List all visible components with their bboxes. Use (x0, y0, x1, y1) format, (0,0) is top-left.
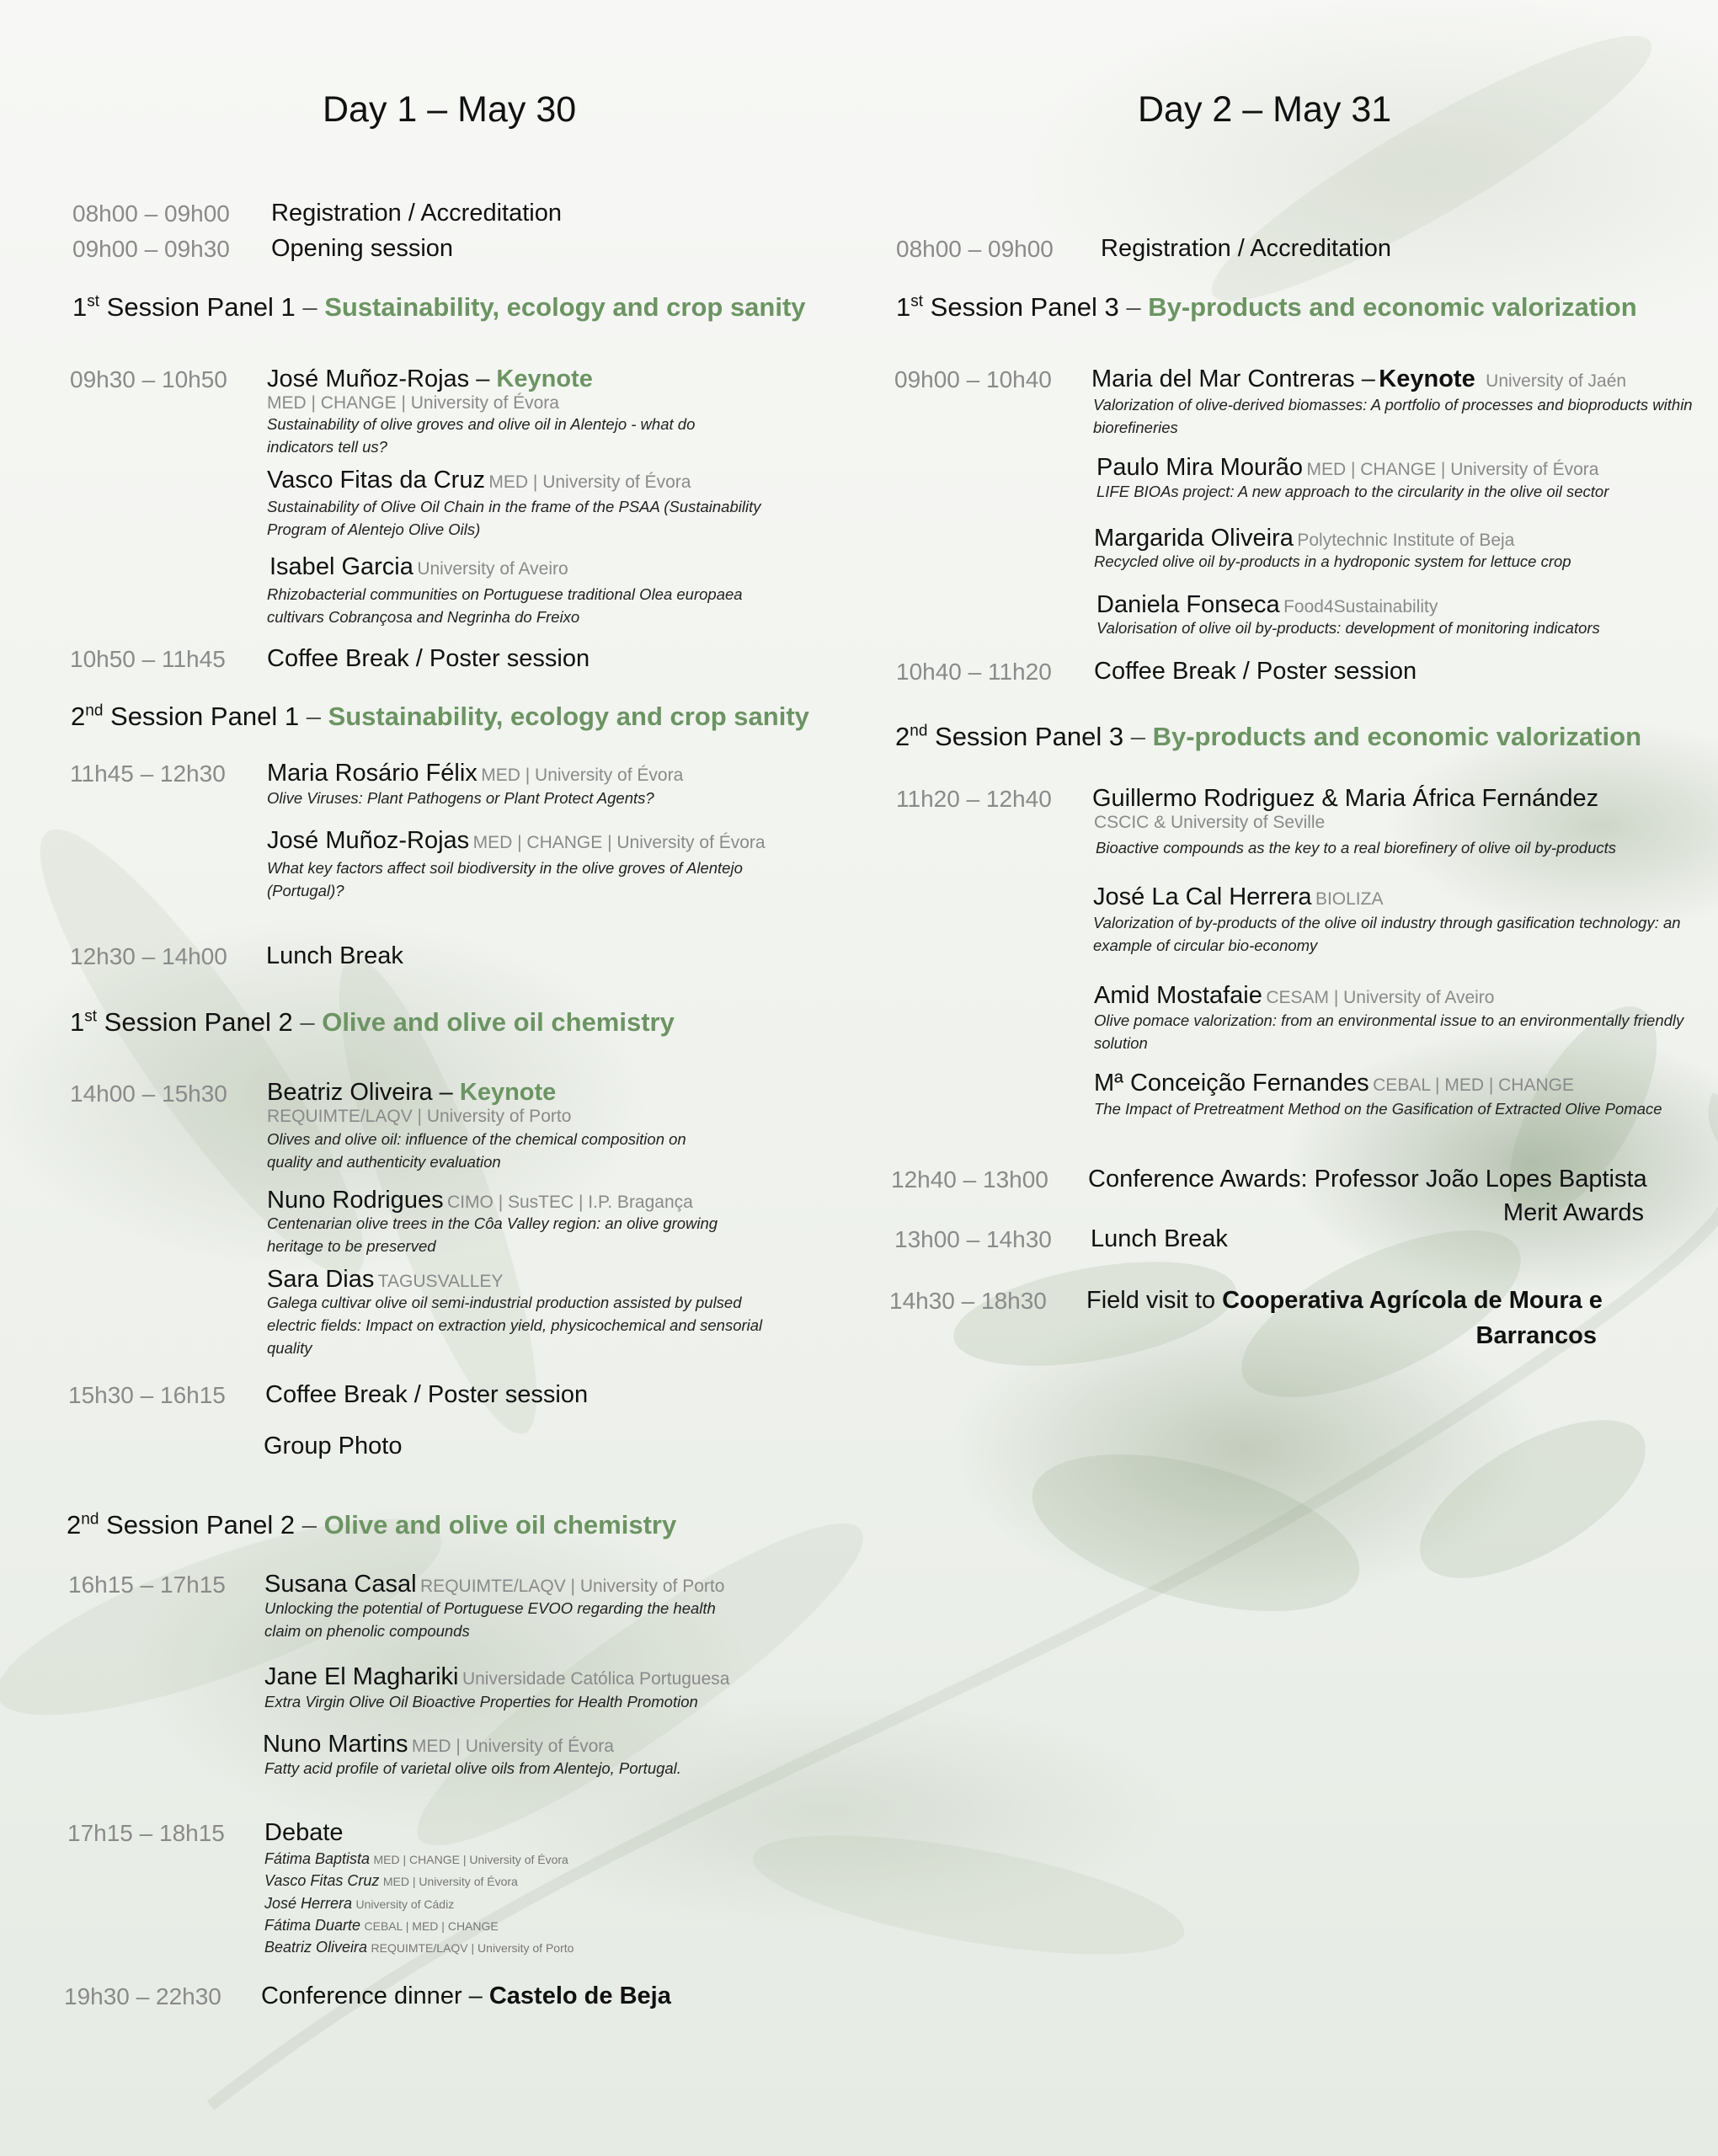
day2-registration-time: 08h00 – 09h00 (896, 236, 1054, 262)
day2-awards-time: 12h40 – 13h00 (891, 1166, 1048, 1193)
talk-title: Olive Viruses: Plant Pathogens or Plant Protect Agents? (267, 789, 654, 807)
talk-title: Bioactive compounds as the key to a real biorefinery of olive oil by-products (1096, 839, 1617, 857)
talk-title: LIFE BIOAs project: A new approach to the circularity in the olive oil sector (1096, 483, 1609, 500)
talk-title: Olive pomace valorization: from an environmental issue to an environmentally friendly solution (1094, 1011, 1684, 1052)
talk-title: Unlocking the potential of Portuguese EVOO regarding the health claim on phenolic compounds (264, 1599, 716, 1640)
day1-session3-heading: 1st Session Panel 2 – Olive and olive oil chemistry (70, 1007, 675, 1037)
day2-awards-line2: Merit Awards (1502, 1199, 1644, 1226)
speaker-affiliation: REQUIMTE/LAQV | University of Porto (267, 1107, 572, 1126)
debate-panelist: Fátima Duarte CEBAL | MED | CHANGE (264, 1917, 499, 1934)
day2-session2-heading: 2nd Session Panel 3 – By-products and economic valorization (895, 722, 1642, 751)
speaker-row: Sara Dias TAGUSVALLEY (267, 1266, 504, 1293)
day1-opening-label: Opening session (271, 235, 454, 262)
day2-session1-heading: 1st Session Panel 3 – By-products and economic valorization (896, 292, 1637, 322)
speaker-row: Maria Rosário Félix MED | University of Évora (267, 760, 684, 787)
day1-title: Day 1 – May 30 (323, 89, 577, 130)
debate-panelist: Beatriz Oliveira REQUIMTE/LAQV | University of Porto (264, 1939, 574, 1956)
day2-title: Day 2 – May 31 (1138, 89, 1392, 130)
day1-session2-time: 11h45 – 12h30 (70, 760, 226, 787)
day1-session3-time: 14h00 – 15h30 (70, 1081, 227, 1107)
speaker-name: José Muñoz-Rojas – Keynote (267, 366, 593, 392)
speaker-row: Margarida Oliveira Polytechnic Institute of Beja (1094, 525, 1515, 552)
speaker-name: Beatriz Oliveira – Keynote (267, 1079, 557, 1106)
talk-title: What key factors affect soil biodiversity in the olive groves of Alentejo (Portugal)? (267, 859, 743, 899)
debate-panelist: Fátima Baptista MED | CHANGE | University of Évora (264, 1850, 568, 1867)
speaker-row: Nuno Martins MED | University of Évora (263, 1731, 614, 1758)
speaker-row: Amid Mostafaie CESAM | University of Aveiro (1094, 982, 1495, 1009)
speaker-row: Nuno Rodrigues CIMO | SusTEC | I.P. Bragança (267, 1187, 693, 1214)
speaker-row: José La Cal Herrera BIOLIZA (1093, 883, 1384, 910)
day2-field-time: 14h30 – 18h30 (889, 1288, 1047, 1314)
talk-title: Olives and olive oil: influence of the chemical composition on quality and authenticity evaluation (267, 1130, 686, 1171)
day1-registration-time: 08h00 – 09h00 (72, 200, 230, 227)
speaker-affiliation: CSCIC & University of Seville (1094, 813, 1326, 832)
talk-title: Fatty acid profile of varietal olive oils from Alentejo, Portugal. (264, 1759, 681, 1777)
debate-panelist: José Herrera University of Cádiz (264, 1895, 455, 1912)
talk-title: Sustainability of olive groves and olive oil in Alentejo - what do indicators tell us? (267, 415, 696, 456)
speaker-row: Mª Conceição Fernandes CEBAL | MED | CHANGE (1094, 1070, 1574, 1097)
speaker-row: Paulo Mira Mourão MED | CHANGE | University of Évora (1096, 454, 1599, 481)
talk-title: Valorization of olive-derived biomasses: A portfolio of processes and bioproducts within biorefineries (1093, 396, 1693, 436)
day1-coffee2-label: Coffee Break / Poster session (265, 1381, 589, 1408)
day1-lunch-label: Lunch Break (266, 942, 403, 969)
day1-opening-time: 09h00 – 09h30 (72, 236, 230, 262)
day1-dinner-time: 19h30 – 22h30 (64, 1983, 221, 2009)
day2-awards-line1: Conference Awards: Professor João Lopes Baptista (1088, 1166, 1647, 1193)
day1-session4-time: 16h15 – 17h15 (68, 1572, 226, 1598)
speaker-row: José Muñoz-Rojas MED | CHANGE | University of Évora (267, 827, 766, 854)
talk-title: Galega cultivar olive oil semi-industrial production assisted by pulsed electric fields: Impact on extraction yield, physicochemical and sensorial quality (267, 1294, 763, 1357)
day2-field-label-line2: Barrancos (1475, 1322, 1597, 1349)
day1-session2-heading: 2nd Session Panel 1 – Sustainability, ecology and crop sanity (71, 702, 809, 731)
day1-coffee2-time: 15h30 – 16h15 (68, 1382, 226, 1408)
talk-title: Valorisation of olive oil by-products: development of monitoring indicators (1096, 619, 1600, 637)
day1-dinner-label: Conference dinner – Castelo de Beja (261, 1983, 671, 2009)
day2-field-label: Field visit to Cooperativa Agrícola de Moura e (1086, 1287, 1603, 1314)
day1-session1-time: 09h30 – 10h50 (70, 366, 227, 392)
talk-title: Recycled olive oil by-products in a hydroponic system for lettuce crop (1094, 552, 1571, 570)
day2-registration-label: Registration / Accreditation (1101, 235, 1391, 262)
day1-registration-label: Registration / Accreditation (271, 200, 562, 227)
day2-coffee-label: Coffee Break / Poster session (1094, 658, 1417, 685)
speaker-name: Guillermo Rodriguez & Maria África Fernández (1092, 785, 1599, 812)
day1-coffee1-time: 10h50 – 11h45 (70, 646, 226, 672)
day2-lunch-label: Lunch Break (1091, 1225, 1228, 1252)
day1-lunch-time: 12h30 – 14h00 (70, 943, 227, 969)
talk-title: Valorization of by-products of the olive oil industry through gasification technology: an example of circular bio-economy (1093, 914, 1681, 954)
speaker-row: Isabel Garcia University of Aveiro (269, 553, 568, 580)
debate-panelist: Vasco Fitas Cruz MED | University of Évora (264, 1872, 518, 1889)
speaker-affiliation: MED | CHANGE | University of Évora (267, 393, 559, 413)
day2-coffee-time: 10h40 – 11h20 (896, 659, 1052, 685)
talk-title: Extra Virgin Olive Oil Bioactive Properties for Health Promotion (264, 1693, 698, 1710)
day1-debate-label: Debate (264, 1819, 344, 1846)
day1-session4-heading: 2nd Session Panel 2 – Olive and olive oil chemistry (67, 1510, 677, 1540)
day1-debate-time: 17h15 – 18h15 (67, 1820, 225, 1846)
speaker-row: Jane El Maghariki Universidade Católica Portuguesa (264, 1663, 730, 1690)
talk-title: Sustainability of Olive Oil Chain in the frame of the PSAA (Sustainability Program of Alentejo Olive Oils) (267, 498, 761, 538)
speaker-row: Vasco Fitas da Cruz MED | University of Évora (267, 467, 691, 494)
day2-session2-time: 11h20 – 12h40 (896, 786, 1052, 812)
day2-lunch-time: 13h00 – 14h30 (894, 1226, 1052, 1252)
speaker-row: Susana Casal REQUIMTE/LAQV | University of Porto (264, 1571, 725, 1598)
day1-group-photo: Group Photo (264, 1433, 403, 1460)
talk-title: The Impact of Pretreatment Method on the Gasification of Extracted Olive Pomace (1094, 1100, 1662, 1118)
speaker-row: Maria del Mar Contreras – Keynote University of Jaén (1091, 366, 1627, 392)
talk-title: Centenarian olive trees in the Côa Valley region: an olive growing heritage to be preserved (267, 1214, 718, 1255)
talk-title: Rhizobacterial communities on Portuguese traditional Olea europaea cultivars Cobrançosa and Negrinha do Freixo (267, 585, 743, 626)
speaker-row: Daniela Fonseca Food4Sustainability (1096, 591, 1438, 618)
day1-session1-heading: 1st Session Panel 1 – Sustainability, ecology and crop sanity (72, 292, 806, 322)
day1-coffee1-label: Coffee Break / Poster session (267, 645, 590, 672)
day2-session1-time: 09h00 – 10h40 (894, 366, 1052, 392)
